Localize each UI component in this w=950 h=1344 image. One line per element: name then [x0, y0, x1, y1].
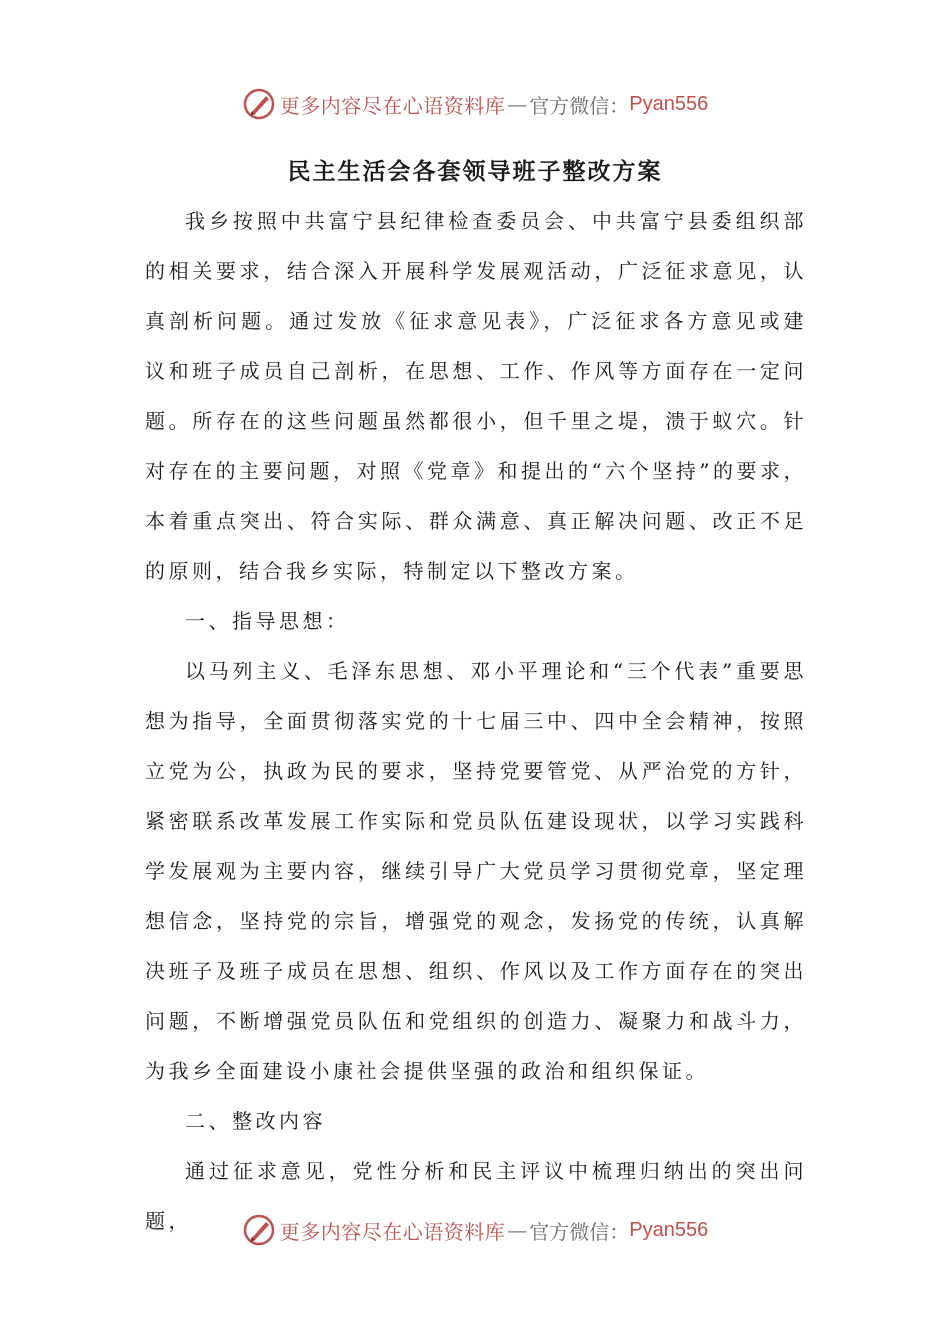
document-body — [145, 196, 807, 1246]
watermark-dash: — — [507, 92, 528, 116]
intro-paragraph: 我乡按照中共富宁县纪律检查委员会、中共富宁县委组织部的相关要求，结合深入开展科学发展观活动，广泛征求意见，认真剖析问题。通过发放《征求意见表》，广泛征求各方意见或建议和班子成员自己剖析，在思想、工作、作风等方面存在一定问题。所存在的这些问题虽然都很小，但千里之堤，溃于蚁穴。针对存在的主要问题，对照《党章》和提出的“六个坚持”的要求，本着重点突出、符合实际、群众满意、真正解决问题、改正不足的原则，结合我乡实际，特制定以下整改方案。 — [145, 209, 807, 583]
footer-watermark — [0, 1210, 950, 1250]
watermark-contact-label: 官方微信： — [529, 93, 630, 118]
watermark-contact-label: 官方微信： — [529, 1219, 630, 1244]
watermark-dash: — — [507, 1218, 528, 1242]
guiding-ideology-paragraph: 以马列主义、毛泽东思想、邓小平理论和“三个代表”重要思想为指导，全面贯彻落实党的十七届三中、四中全会精神，按照立党为公，执政为民的要求，坚持党要管党、从严治党的方针，紧密联系改革发展工作实际和党员队伍建设现状，以学习实践科学发展观为主要内容，继续引导广大党员学习贯彻党章，坚定理想信念，坚持党的宗旨，增强党的观念，发扬党的传统，认真解决班子及班子成员在思想、组织、作风以及工作方面存在的突出问题，不断增强党员队伍和党组织的创造力、凝聚力和战斗力，为我乡全面建设小康社会提供坚强的政治和组织保证。 — [145, 659, 807, 1083]
header-watermark — [0, 84, 950, 124]
quill-pen-logo-icon — [242, 87, 276, 121]
watermark-wechat-handle: Pyan556 — [629, 1218, 709, 1241]
watermark-brand-text: 更多内容尽在心语资料库 — [279, 1219, 506, 1244]
quill-pen-logo-icon — [242, 1213, 276, 1247]
watermark-brand-text: 更多内容尽在心语资料库 — [279, 93, 506, 118]
rectification-content-paragraph: 通过征求意见，党性分析和民主评议中梳理归纳出的突出问题， — [145, 1159, 807, 1233]
document-title: 民主生活会各套领导班子整改方案 — [287, 158, 663, 185]
section-heading-guiding-ideology: 一、指导思想： — [185, 609, 350, 633]
watermark-wechat-handle: Pyan556 — [629, 92, 709, 115]
section-heading-rectification-content: 二、整改内容 — [185, 1109, 326, 1133]
